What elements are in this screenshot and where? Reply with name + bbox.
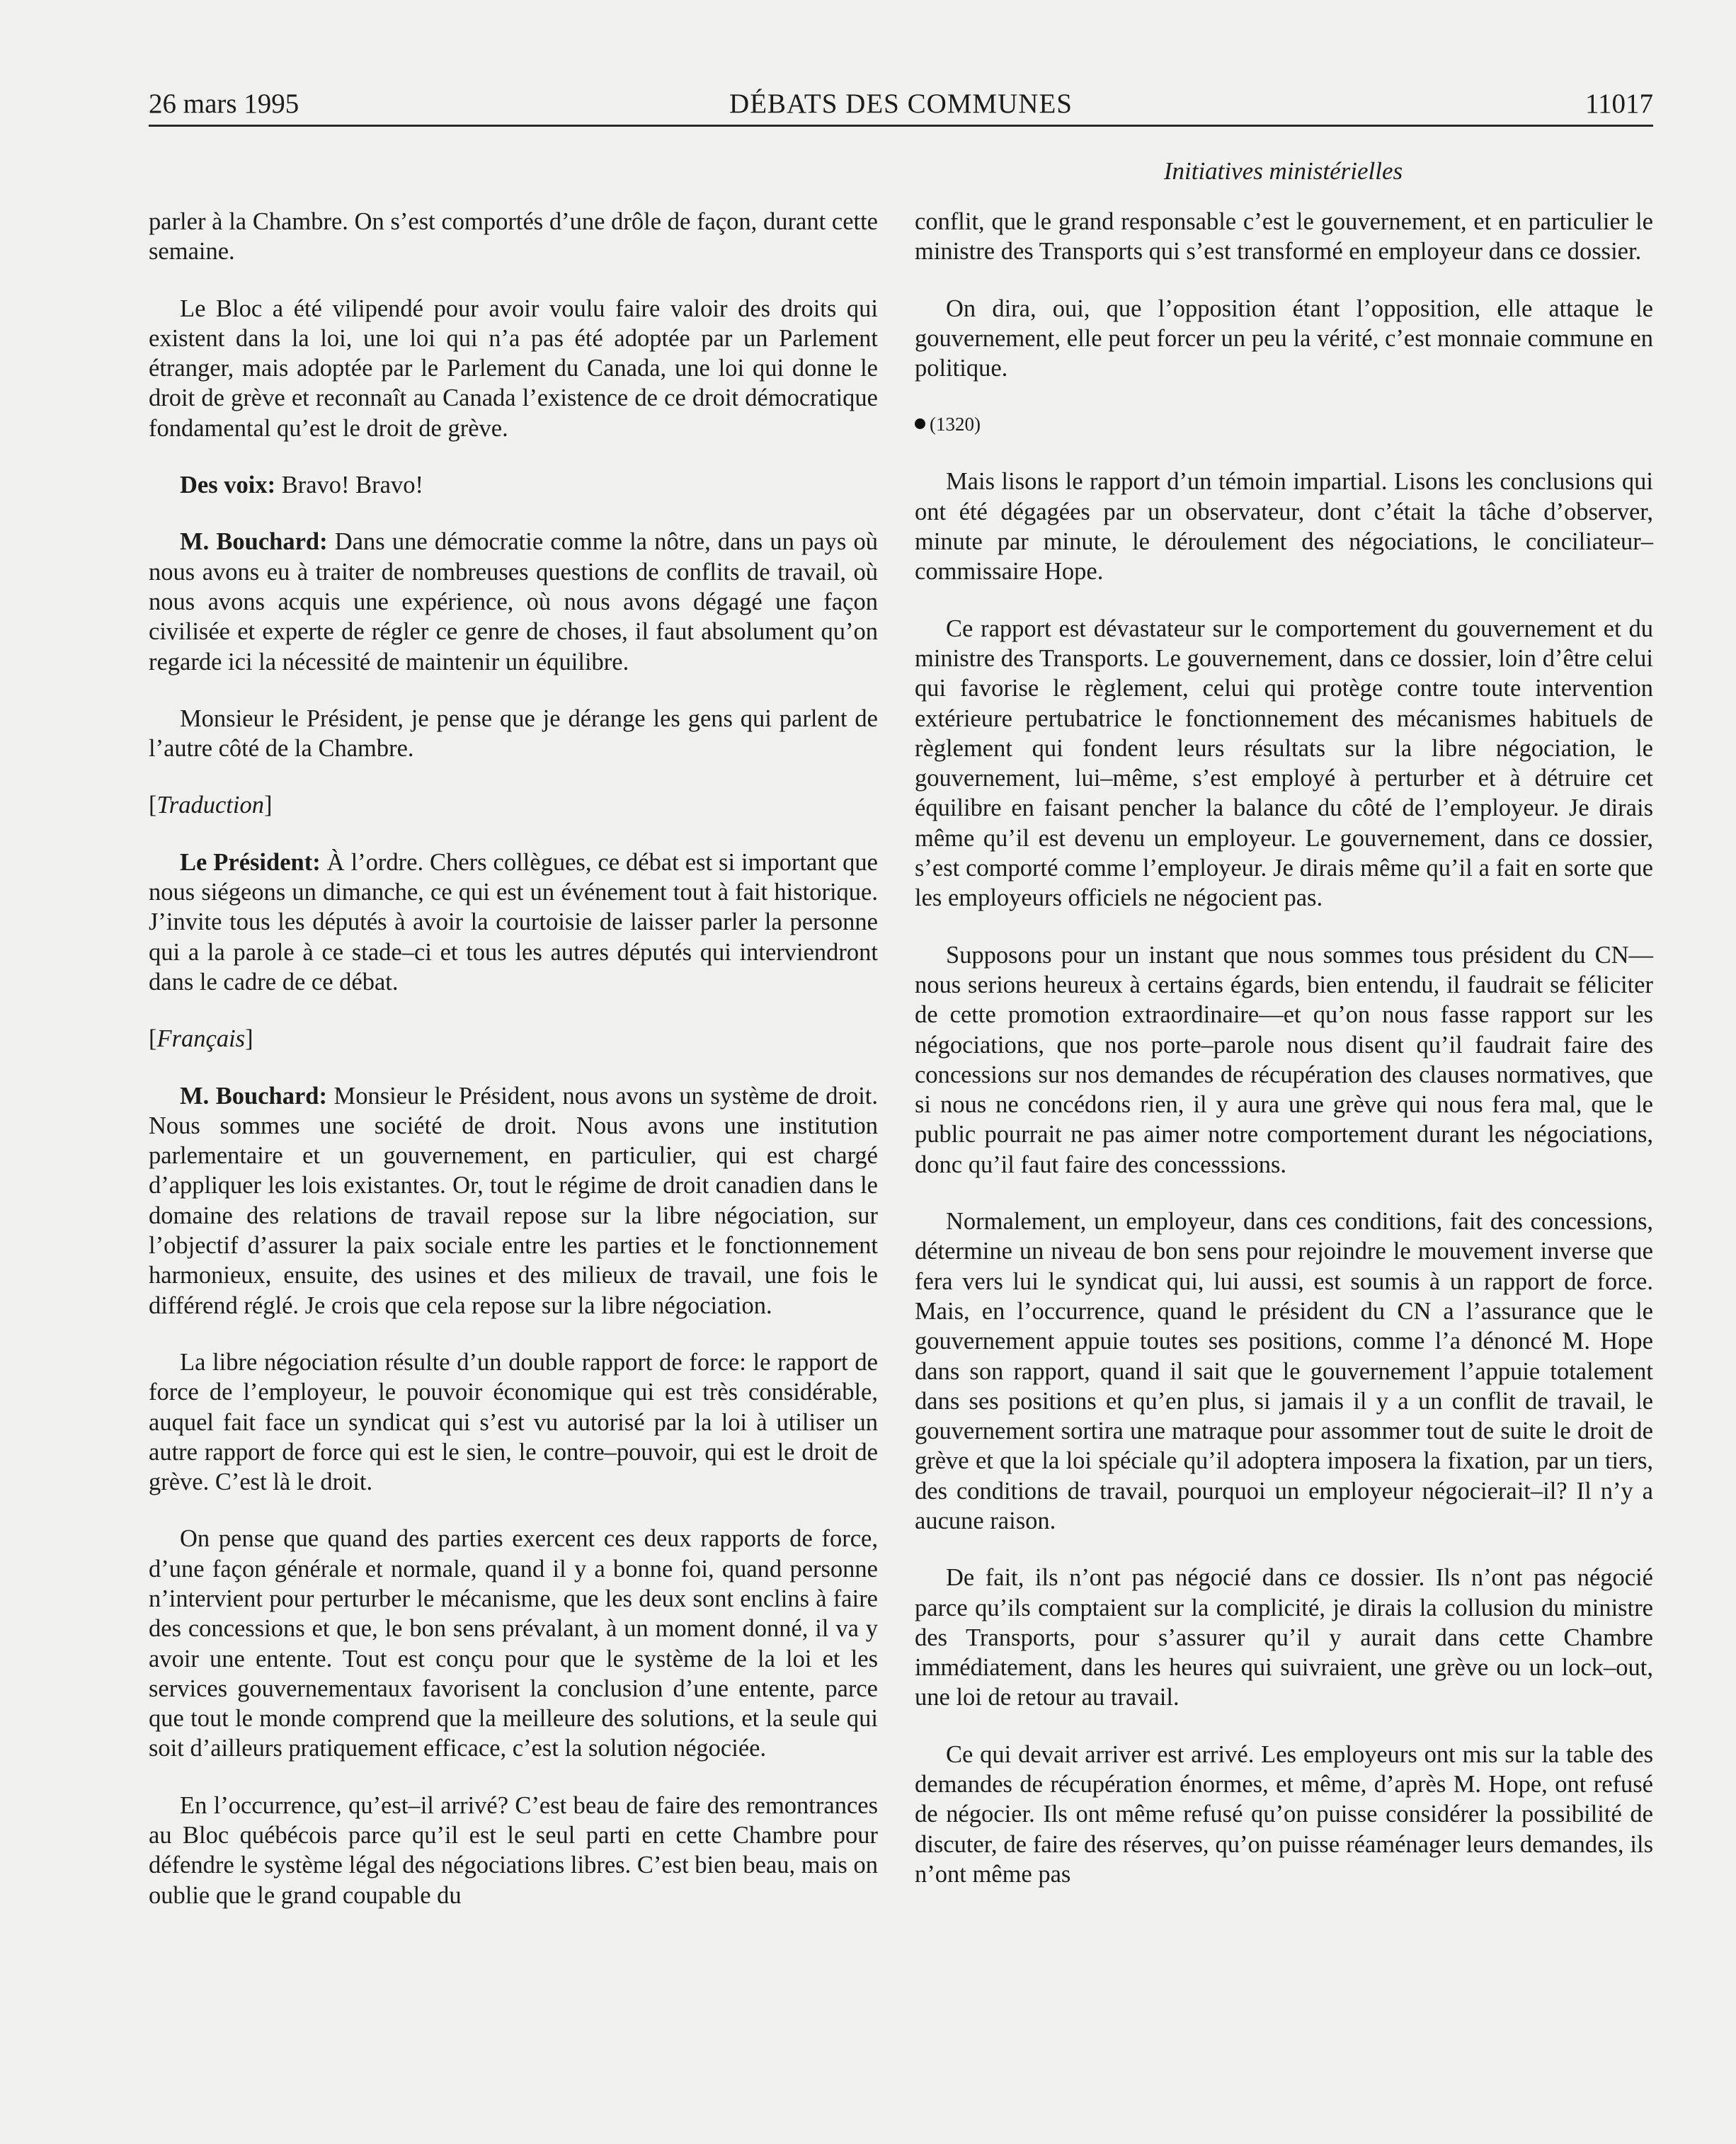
header-page-number: 11017 (1584, 89, 1653, 119)
paragraph: Normalement, un employeur, dans ces conditions, fait des concessions, détermine un niveau de bon sens pour rejoindre le mouvement inverse que fera vers lui le syndicat qui, lui aussi, est soumis à un rapport de force. Mais, en l’occurrence, quand le président du CN a l’assurance que le gouvernement appuie toutes ses positions, comme l’a dénoncé M. Hope dans son rapport, quand il sait que le gouvernement l’appuie totalement dans ses positions et qu’en plus, si jamais il y a un conflit de travail, le gouvernement sortira une matraque pour assommer tout de suite le droit de grève et que la loi spéciale qu’il adoptera imposera la fixation, par un tiers, des conditions de travail, pourquoi un employeur négocierait–il? Il n’y a aucune raison. (915, 1208, 1653, 1534)
paragraph: Le Bloc a été vilipendé pour avoir voulu faire valoir des droits qui existent dans la loi, une loi qui n’a pas été adoptée par un Parlement étranger, mais adoptée par le Parlement du Canada, une loi qui donne le droit de grève et reconnaît au Canada l’existence de ce droit démocratique fondamental qu’est le droit de grève. (149, 295, 878, 442)
paragraph: Supposons pour un instant que nous sommes tous président du CN—nous serions heureux à certains égards, bien entendu, il faudrait se féliciter de cette promotion extraordinaire—et qu’on nous fasse rapport sur les négociations, que nos porte–parole nous disent qu’il faudrait faire des concessions sur nos demandes de récupération des clauses normatives, que si nous ne concédons rien, il y aura une grève qui nous fera mal, que le public pourrait ne pas aimer notre comportement durant les négociations, donc qu’il faut faire des concesssions. (915, 941, 1653, 1178)
right-column (915, 207, 1653, 1916)
paragraph: Monsieur le Président, je pense que je dérange les gens qui parlent de l’autre côté de la Chambre. (149, 705, 878, 763)
language-tag-label: Français (156, 1025, 246, 1053)
section-title: Initiatives ministérielles (1163, 157, 1403, 185)
paragraph: Ce qui devait arriver est arrivé. Les employeurs ont mis sur la table des demandes de récupération énormes, et même, d’après M. Hope, ont refusé de négocier. Ils ont même refusé qu’on puisse considérer la possibilité de discuter, de faire des réserves, qu’on puisse réaménager leurs demandes, ils n’ont même pas (915, 1740, 1653, 1888)
language-tag-label: Traduction (156, 792, 264, 819)
speech-text: Bravo! Bravo! (275, 472, 423, 499)
language-tag: [Traduction] (149, 792, 273, 819)
speaker-name: Des voix: (180, 472, 276, 499)
bullet-icon (915, 418, 925, 429)
header-title: DÉBATS DES COMMUNES (729, 89, 1073, 119)
left-column (149, 207, 878, 1937)
paragraph: parler à la Chambre. On s’est comportés d’une drôle de façon, durant cette semaine. (149, 208, 878, 266)
speech-text: Monsieur le Président, nous avons un système de droit. Nous sommes une société de droit. Nous avons une institution parlementaire et un gouvernement, en particulier, qui est chargé d’appliquer les lois existantes. Or, tout le régime de droit canadien dans le domaine des relations de travail repose sur la libre négociation, sur l’objectif d’assurer la paix sociale entre les parties et le fonctionnement harmonieux, ensuite, des usines et des milieux de travail, une fois le différend réglé. Je crois que cela repose sur la libre négociation. (149, 1082, 879, 1319)
paragraph: En l’occurrence, qu’est–il arrivé? C’est beau de faire des remontrances au Bloc québécois parce qu’il est le seul parti en cette Chambre pour défendre le système légal des négociations libres. C’est bien beau, mais on oublie que le grand coupable du (149, 1791, 878, 1909)
speech-text: Dans une démocratie comme la nôtre, dans un pays où nous avons eu à traiter de nombreuses questions de conflits de travail, où nous avons acquis une expérience, où nous avons dégagé une façon civilisée et experte de régler ce genre de choses, il faut absolument qu’on regarde ici la nécessité de maintenir un équilibre. (149, 528, 878, 675)
paragraph: On pense que quand des parties exercent ces deux rapports de force, d’une façon générale et normale, quand il y a bonne foi, quand personne n’intervient pour perturber le mécanisme, que les deux sont enclins à faire des concessions et que, le bon sens prévalant, à un moment donné, il va y avoir une entente. Tout est conçu pour que le système de la loi et les services gouvernementaux favorisent la conclusion d’une entente, parce que tout le monde comprend que la meilleure des solutions, et la seule qui soit d’ailleurs pratiquement efficace, c’est la solution négociée. (149, 1525, 878, 1762)
time-marker (915, 410, 1653, 438)
speech-paragraph (149, 848, 878, 997)
header-date: 26 mars 1995 (149, 89, 299, 119)
speech-paragraph (149, 527, 878, 676)
language-tag: [Français] (149, 1025, 253, 1053)
speaker-name: M. Bouchard: (180, 1082, 327, 1110)
paragraph: conflit, que le grand responsable c’est le gouvernement, et en particulier le ministre des Transports qui s’est transformé en employeur dans ce dossier. (915, 208, 1653, 266)
speaker-name: Le Président: (180, 848, 321, 876)
speaker-name: M. Bouchard: (180, 528, 328, 556)
paragraph: Mais lisons le rapport d’un témoin impartial. Lisons les conclusions qui ont été dégagées par un observateur, dont c’était la tâche d’observer, minute par minute, le déroulement des négociations, le conciliateur–commissaire Hope. (915, 468, 1653, 586)
paragraph: De fait, ils n’ont pas négocié dans ce dossier. Ils n’ont pas négocié parce qu’ils comptaient sur la complicité, je dirais la collusion du ministre des Transports, pour s’assurer qu’il y aurait dans cette Chambre immédiatement, dans les heures qui suivraient, une grève ou un lock–out, une loi de retour au travail. (915, 1564, 1653, 1711)
speech-paragraph (149, 470, 878, 500)
time-marker-text: (1320) (930, 414, 981, 435)
paragraph: On dira, oui, que l’opposition étant l’opposition, elle attaque le gouvernement, elle peut forcer un peu la vérité, c’est monnaie commune en politique. (915, 295, 1653, 382)
page-header (149, 79, 1653, 127)
speech-paragraph (149, 1081, 878, 1321)
paragraph: Ce rapport est dévastateur sur le comportement du gouvernement et du ministre des Transports. Le gouvernement, dans ce dossier, loin d’être celui qui favorise le règlement, celui qui protège contre toute intervention extérieure pertubatrice le fonctionnement des mécanismes habituels de règlement qui fondent leurs résultats sur la libre négociation, le gouvernement, lui–même, s’est employé à perturber et à détruire cet équilibre en faisant pencher la balance du côté de l’employeur. Je dirais même qu’il est devenu un employeur. Le gouvernement, dans ce dossier, s’est comporté comme l’employeur. Je dirais même qu’il a fait en sorte que les employeurs officiels ne négocient pas. (915, 615, 1653, 912)
paragraph: La libre négociation résulte d’un double rapport de force: le rapport de force de l’employeur, le pouvoir économique qui est très considérable, auquel fait face un syndicat qui s’est vu autorisé par la loi à utiliser un autre rapport de force qui est le sien, le contre–pouvoir, qui est le droit de grève. C’est là le droit. (149, 1348, 878, 1496)
speech-text: À l’ordre. Chers collègues, ce débat est si important que nous siégeons un dimanche, ce qui est un événement tout à fait historique. J’invite tous les députés à avoir la courtoisie de laisser parler la personne qui a la parole à ce stade–ci et tous les autres députés qui interviendront dans le cadre de ce débat. (149, 848, 878, 996)
